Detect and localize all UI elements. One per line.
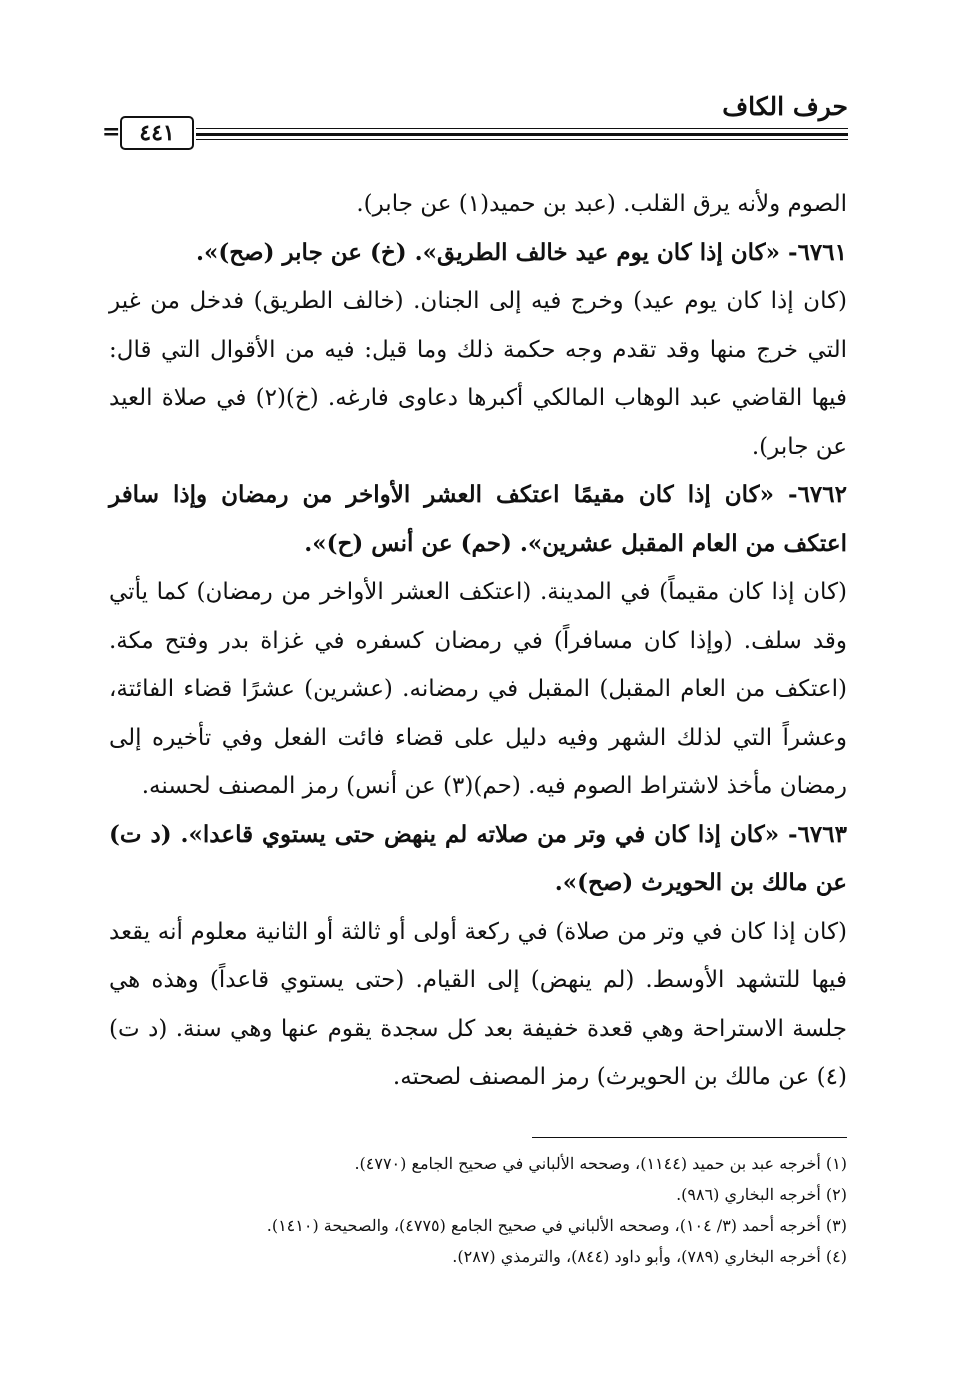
- footnote-divider: [532, 1137, 847, 1138]
- header-rule: [196, 139, 848, 140]
- hadith-entry-6761: ٦٧٦١- «كان إذا كان يوم عيد خالف الطريق». (خ) عن جابر (صح)».: [195, 238, 847, 266]
- footnote: (١) أخرجه عبد بن حميد (١١٤٤)، وصححه الألباني في صحيح الجامع (٤٧٧٠).: [354, 1154, 847, 1173]
- hadith-entry-6762: ٦٧٦٢- «كان إذا كان مقيمًا اعتكف العشر الأواخر من رمضان وإذا سافر اعتكف من العام المقبل عشرين». (حم) عن أنس (ح)».: [109, 481, 847, 557]
- main-text: [109, 180, 847, 1102]
- footnote: (٢) أخرجه البخاري (٩٨٦).: [676, 1185, 847, 1204]
- hadith-entry-6763: ٦٧٦٣- «كان إذا كان في وتر من صلاته لم ينهض حتى يستوي قاعدا». (د ت) عن مالك بن الحويرث (صح)».: [109, 820, 847, 896]
- commentary-paragraph: (كان إذا كان يوم عيد) وخرج فيه إلى الجنان. (خالف الطريق) فدخل من غير التي خرج منها وقد تقدم وجه حكمة ذلك وما قيل: فيه من الأقوال التي قال: فيها القاضي عبد الوهاب المالكي أكبرها دعاوى فارغه. (خ)(٢) في صلاة العيد عن جابر).: [109, 288, 847, 460]
- header-rule: [196, 133, 848, 136]
- chapter-title: حرف الكاف: [722, 92, 848, 121]
- header-ornament: =: [102, 119, 121, 145]
- commentary-paragraph: (كان إذا كان في وتر من صلاة) في ركعة أولى أو ثالثة أو الثانية معلوم أنه يقعد فيها للتشهد الأوسط. (لم ينهض) إلى القيام. (حتى يستوي قاعداً) وهذه هي جلسة الاستراحة وهي قعدة خفيفة بعد كل سجدة يقوم عنها وهي سنة. (د ت)(٤) عن مالك بن الحويرث) رمز المصنف لصحته.: [109, 918, 847, 1090]
- commentary-paragraph: (كان إذا كان مقيماً) في المدينة. (اعتكف العشر الأواخر من رمضان) كما يأتي وقد سلف. (وإذا كان مسافراً) في رمضان كسفره في غزاة بدر وفتح مكة. (اعتكف من العام المقبل) المقبل في رمضانه. (عشرين) عشرًا قضاء الفائتة، وعشراً التي لذلك الشهر وفيه دليل على قضاء فائت الفعل وفي تأخيره إلى رمضان مأخذ لاشتراط الصوم فيه. (حم)(٣) عن أنس) رمز المصنف لحسنه.: [109, 579, 847, 799]
- paragraph: الصوم ولأنه يرق القلب. (عبد بن حميد(١) عن جابر).: [356, 191, 847, 217]
- page-header: [102, 92, 848, 152]
- header-rule: [196, 128, 848, 129]
- footnotes: [109, 1148, 847, 1272]
- page-number: ٤٤١: [120, 116, 194, 150]
- footnote: (٤) أخرجه البخاري (٧٨٩)، وأبو داود (٨٤٤)، والترمذي (٢٨٧).: [452, 1247, 847, 1266]
- footnote: (٣) أخرجه أحمد (٣/ ١٠٤)، وصححه الألباني في صحيح الجامع (٤٧٧٥)، والصحيحة (١٤١٠).: [266, 1216, 847, 1235]
